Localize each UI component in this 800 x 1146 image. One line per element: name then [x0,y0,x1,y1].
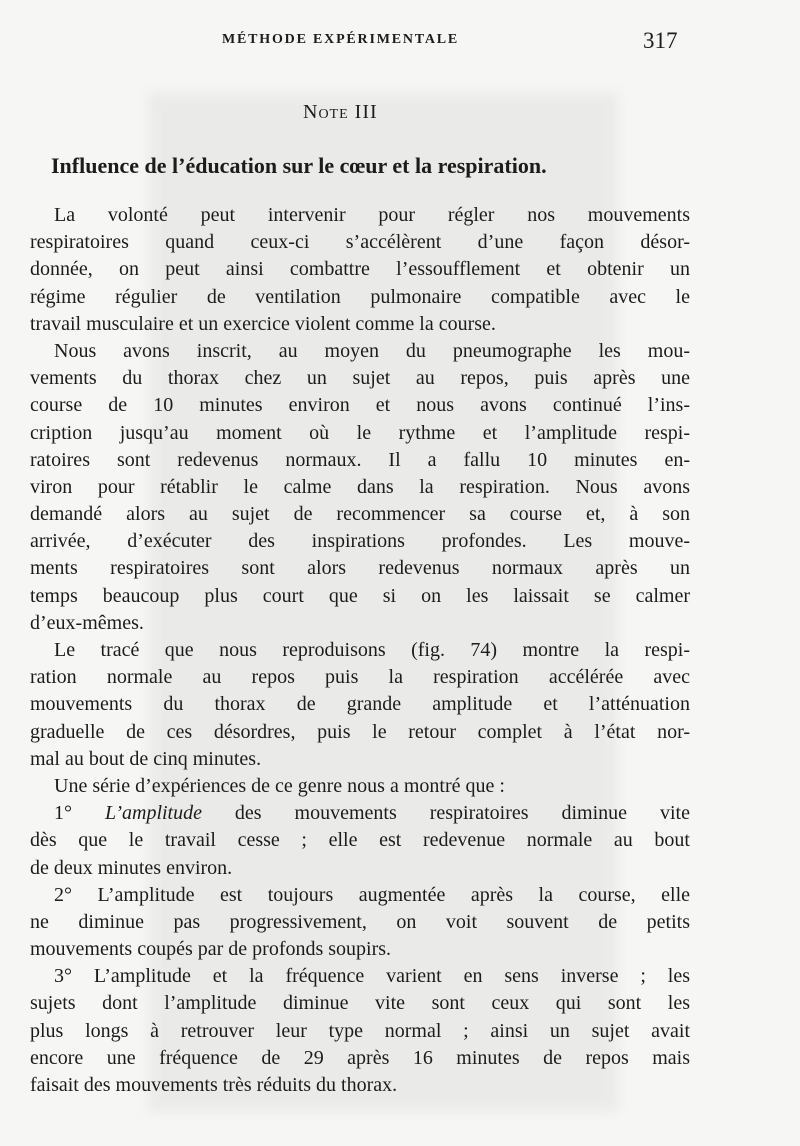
text-line: respiratoires quand ceux-ci s’accélèrent d’une façon désor- [30,231,690,254]
text-line: d’eux-mêmes. [30,611,144,634]
text-line: encore une fréquence de 29 après 16 minutes de repos mais [30,1046,690,1069]
paragraph-6 [30,882,690,964]
text-line: de deux minutes environ. [30,856,233,879]
text-line: La volonté peut intervenir pour régler nos mouvements [54,204,690,226]
text-line: temps beaucoup plus court que si on les laissait se calmer [30,584,690,607]
text-fragment: des mouvements respiratoires diminue vite [201,802,690,825]
text-line: mal au bout de cinq minutes. [30,747,262,770]
running-title: MÉTHODE EXPÉRIMENTALE [222,32,460,47]
text-line: mouvements du thorax de grande amplitude et l’atténuation [30,693,690,716]
text-line: demandé alors au sujet de recommencer sa course et, à son [30,503,690,526]
list-number: 1° [54,802,105,825]
italic-term: L’amplitude [104,802,202,825]
text-line: graduelle de ces désordres, puis le retour complet à l’état nor- [30,720,690,743]
note-label: Note [303,101,349,123]
paragraph-4 [30,773,690,800]
text-line: ne diminue pas progressivement, on voit souvent de petits [30,910,690,933]
paragraph-7 [30,963,690,1099]
text-line: cription jusqu’au moment où le rythme et l’amplitude respi- [30,421,690,444]
note-heading [303,101,378,124]
text-line [30,800,690,827]
text-line: 3° L’amplitude et la fréquence varient en sens inverse ; les [54,965,690,988]
section-title: Influence de l’éducation sur le cœur et la respiration. [51,153,547,178]
paragraph-3 [30,637,690,773]
text-line: 2° L’amplitude est toujours augmentée après la course, elle [54,883,690,906]
text-line: course de 10 minutes environ et nous avons continué l’ins- [30,394,690,417]
text-line: ments respiratoires sont alors redevenus normaux après un [30,557,690,580]
text-line: plus longs à retrouver leur type normal ; ainsi un sujet avait [30,1019,690,1042]
text-line: Une série d’expériences de ce genre nous a montré que : [54,774,505,797]
text-line: ratoires sont redevenus normaux. Il a fallu 10 minutes en- [30,448,690,471]
page-number: 317 [643,28,678,53]
text-line: travail musculaire et un exercice violent comme la course. [30,312,496,335]
text-line: vements du thorax chez un sujet au repos, puis après une [30,367,690,390]
note-numeral: III [354,101,378,123]
text-line: faisait des mouvements très réduits du thorax. [30,1074,398,1096]
running-header [0,28,800,54]
text-line: dès que le travail cesse ; elle est redevenue normale au bout [30,829,690,852]
text-line: sujets dont l’amplitude diminue vite sont ceux qui sont les [30,992,690,1015]
text-line: donnée, on peut ainsi combattre l’essoufflement et obtenir un [30,258,690,281]
paragraph-5 [30,800,690,882]
body-text [30,202,690,1099]
text-line: arrivée, d’exécuter des inspirations profondes. Les mouve- [30,530,690,553]
text-line: mouvements coupés par de profonds soupirs. [30,938,392,961]
text-line: ration normale au repos puis la respiration accélérée avec [30,666,690,689]
text-line: Nous avons inscrit, au moyen du pneumographe les mou- [54,339,690,362]
paragraph-1 [30,202,690,338]
text-line: Le tracé que nous reproduisons (fig. 74) montre la respi- [54,639,690,661]
paragraph-2 [30,338,690,637]
text-line: viron pour rétablir le calme dans la respiration. Nous avons [30,475,690,498]
text-line: régime régulier de ventilation pulmonaire compatible avec le [30,285,690,308]
